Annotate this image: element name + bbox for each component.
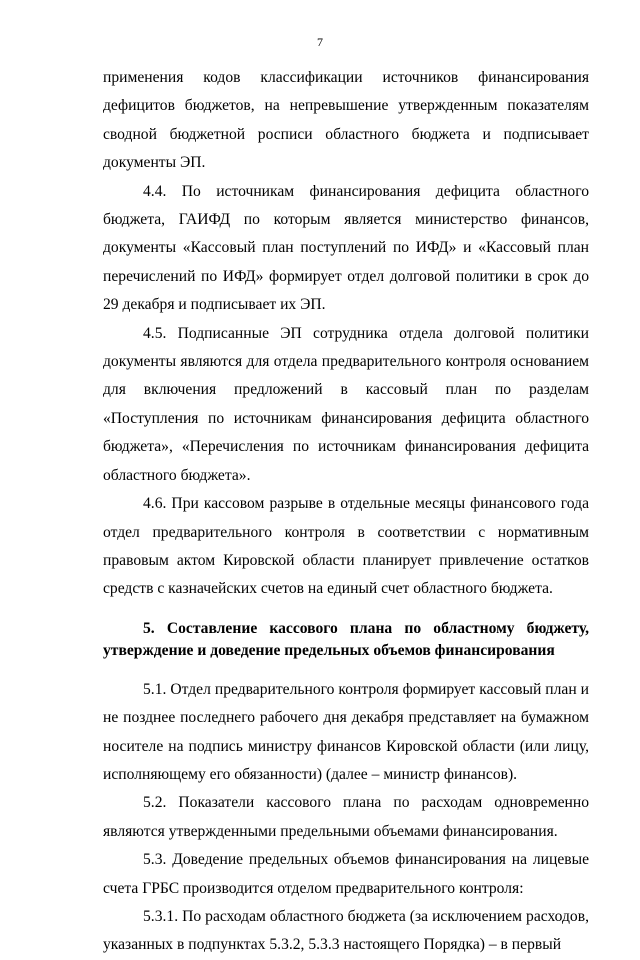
document-body (103, 64, 589, 960)
paragraph-continuation: применения кодов классификации источников финансирования дефицитов бюджетов, на непревышение утвержденным показателям сводной бюджетной росписи областного бюджета и подписывает документы ЭП. (103, 69, 589, 172)
section-5-heading: 5. Составление кассового плана по областному бюджету, утверждение и доведение предельных объемов финансирования (103, 619, 589, 659)
paragraph-4-6: 4.6. При кассовом разрыве в отдельные месяцы финансового года отдел предварительного контроля в соответствии с нормативным правовым актом Кировской области планирует привлечение остатков средств с казначейских счетов на единый счет областного бюджета. (103, 495, 589, 598)
paragraph-4-5: 4.5. Подписанные ЭП сотрудника отдела долговой политики документы являются для отдела предварительного контроля основанием для включения предложений в кассовый план по разделам «Поступления по источникам финансирования дефицита областного бюджета», «Перечисления по источникам финансирования дефицита областного бюджета». (103, 324, 589, 484)
paragraph-4-4: 4.4. По источникам финансирования дефицита областного бюджета, ГАИФД по которым является министерство финансов, документы «Кассовый план поступлений по ИФД» и «Кассовый план перечислений по ИФД» формирует отдел долговой политики в срок до 29 декабря и подписывает их ЭП. (103, 182, 589, 314)
paragraph-5-3-1: 5.3.1. По расходам областного бюджета (за исключением расходов, указанных в подпунктах 5.3.2, 5.3.3 настоящего Порядка) – в первый (103, 907, 589, 954)
page-number: 7 (317, 35, 323, 49)
paragraph-5-2: 5.2. Показатели кассового плана по расходам одновременно являются утвержденными предельными объемами финансирования. (103, 794, 589, 840)
paragraph-5-3: 5.3. Доведение предельных объемов финансирования на лицевые счета ГРБС производится отделом предварительного контроля: (103, 851, 589, 897)
paragraph-5-1: 5.1. Отдел предварительного контроля формирует кассовый план и не позднее последнего рабочего дня декабря представляет на бумажном носителе на подпись министру финансов Кировской области (или лицу, исполняющему его обязанности) (далее – министр финансов). (103, 680, 589, 783)
